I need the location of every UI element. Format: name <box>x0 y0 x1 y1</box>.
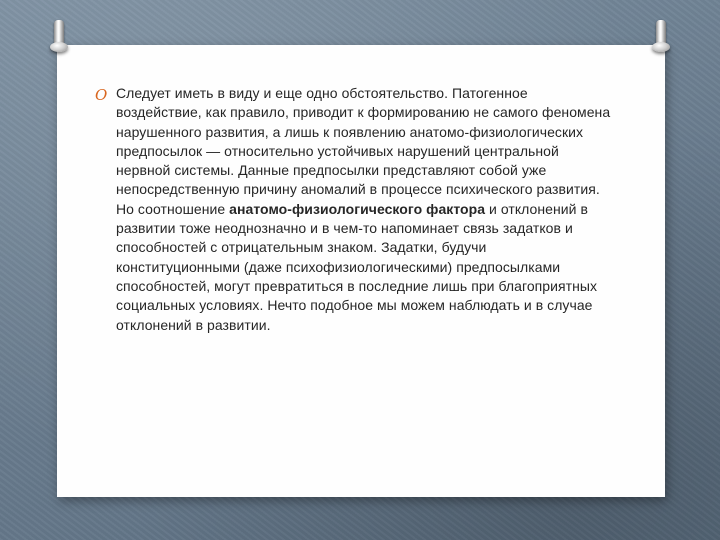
pushpin-icon <box>50 20 68 54</box>
bullet-icon: O <box>95 86 108 104</box>
paragraph-text-end: и отклонений в развитии тоже неоднозначно и в чем-то напоминает связь задатков и способностей с отрицательным знаком. Задатки, будучи конституционными (даже психофизиологическими) предпосылками способностей, могут превратиться в последние лишь при благоприятных социальных условиях. Нечто подобное мы можем наблюдать и в случае отклонений в развитии. <box>116 200 598 333</box>
bullet-paragraph <box>116 84 614 335</box>
paragraph-text-start: Следует иметь в виду и еще одно обстоятельство. Патогенное воздействие, как правило, приводит к формированию не самого феномена нарушенного развития, а лишь к появлению анатомо-физиологических предпосылок — относительно устойчивых нарушений центральной нервной системы. Данные предпосылки представляют собой уже непосредственную причину аномалий в процессе психического развития. Но соотношение <box>116 85 611 217</box>
pushpin-icon <box>652 20 670 54</box>
slide-content <box>95 84 614 335</box>
paragraph-bold-term: анатомо-физиологического фактора <box>229 200 486 217</box>
